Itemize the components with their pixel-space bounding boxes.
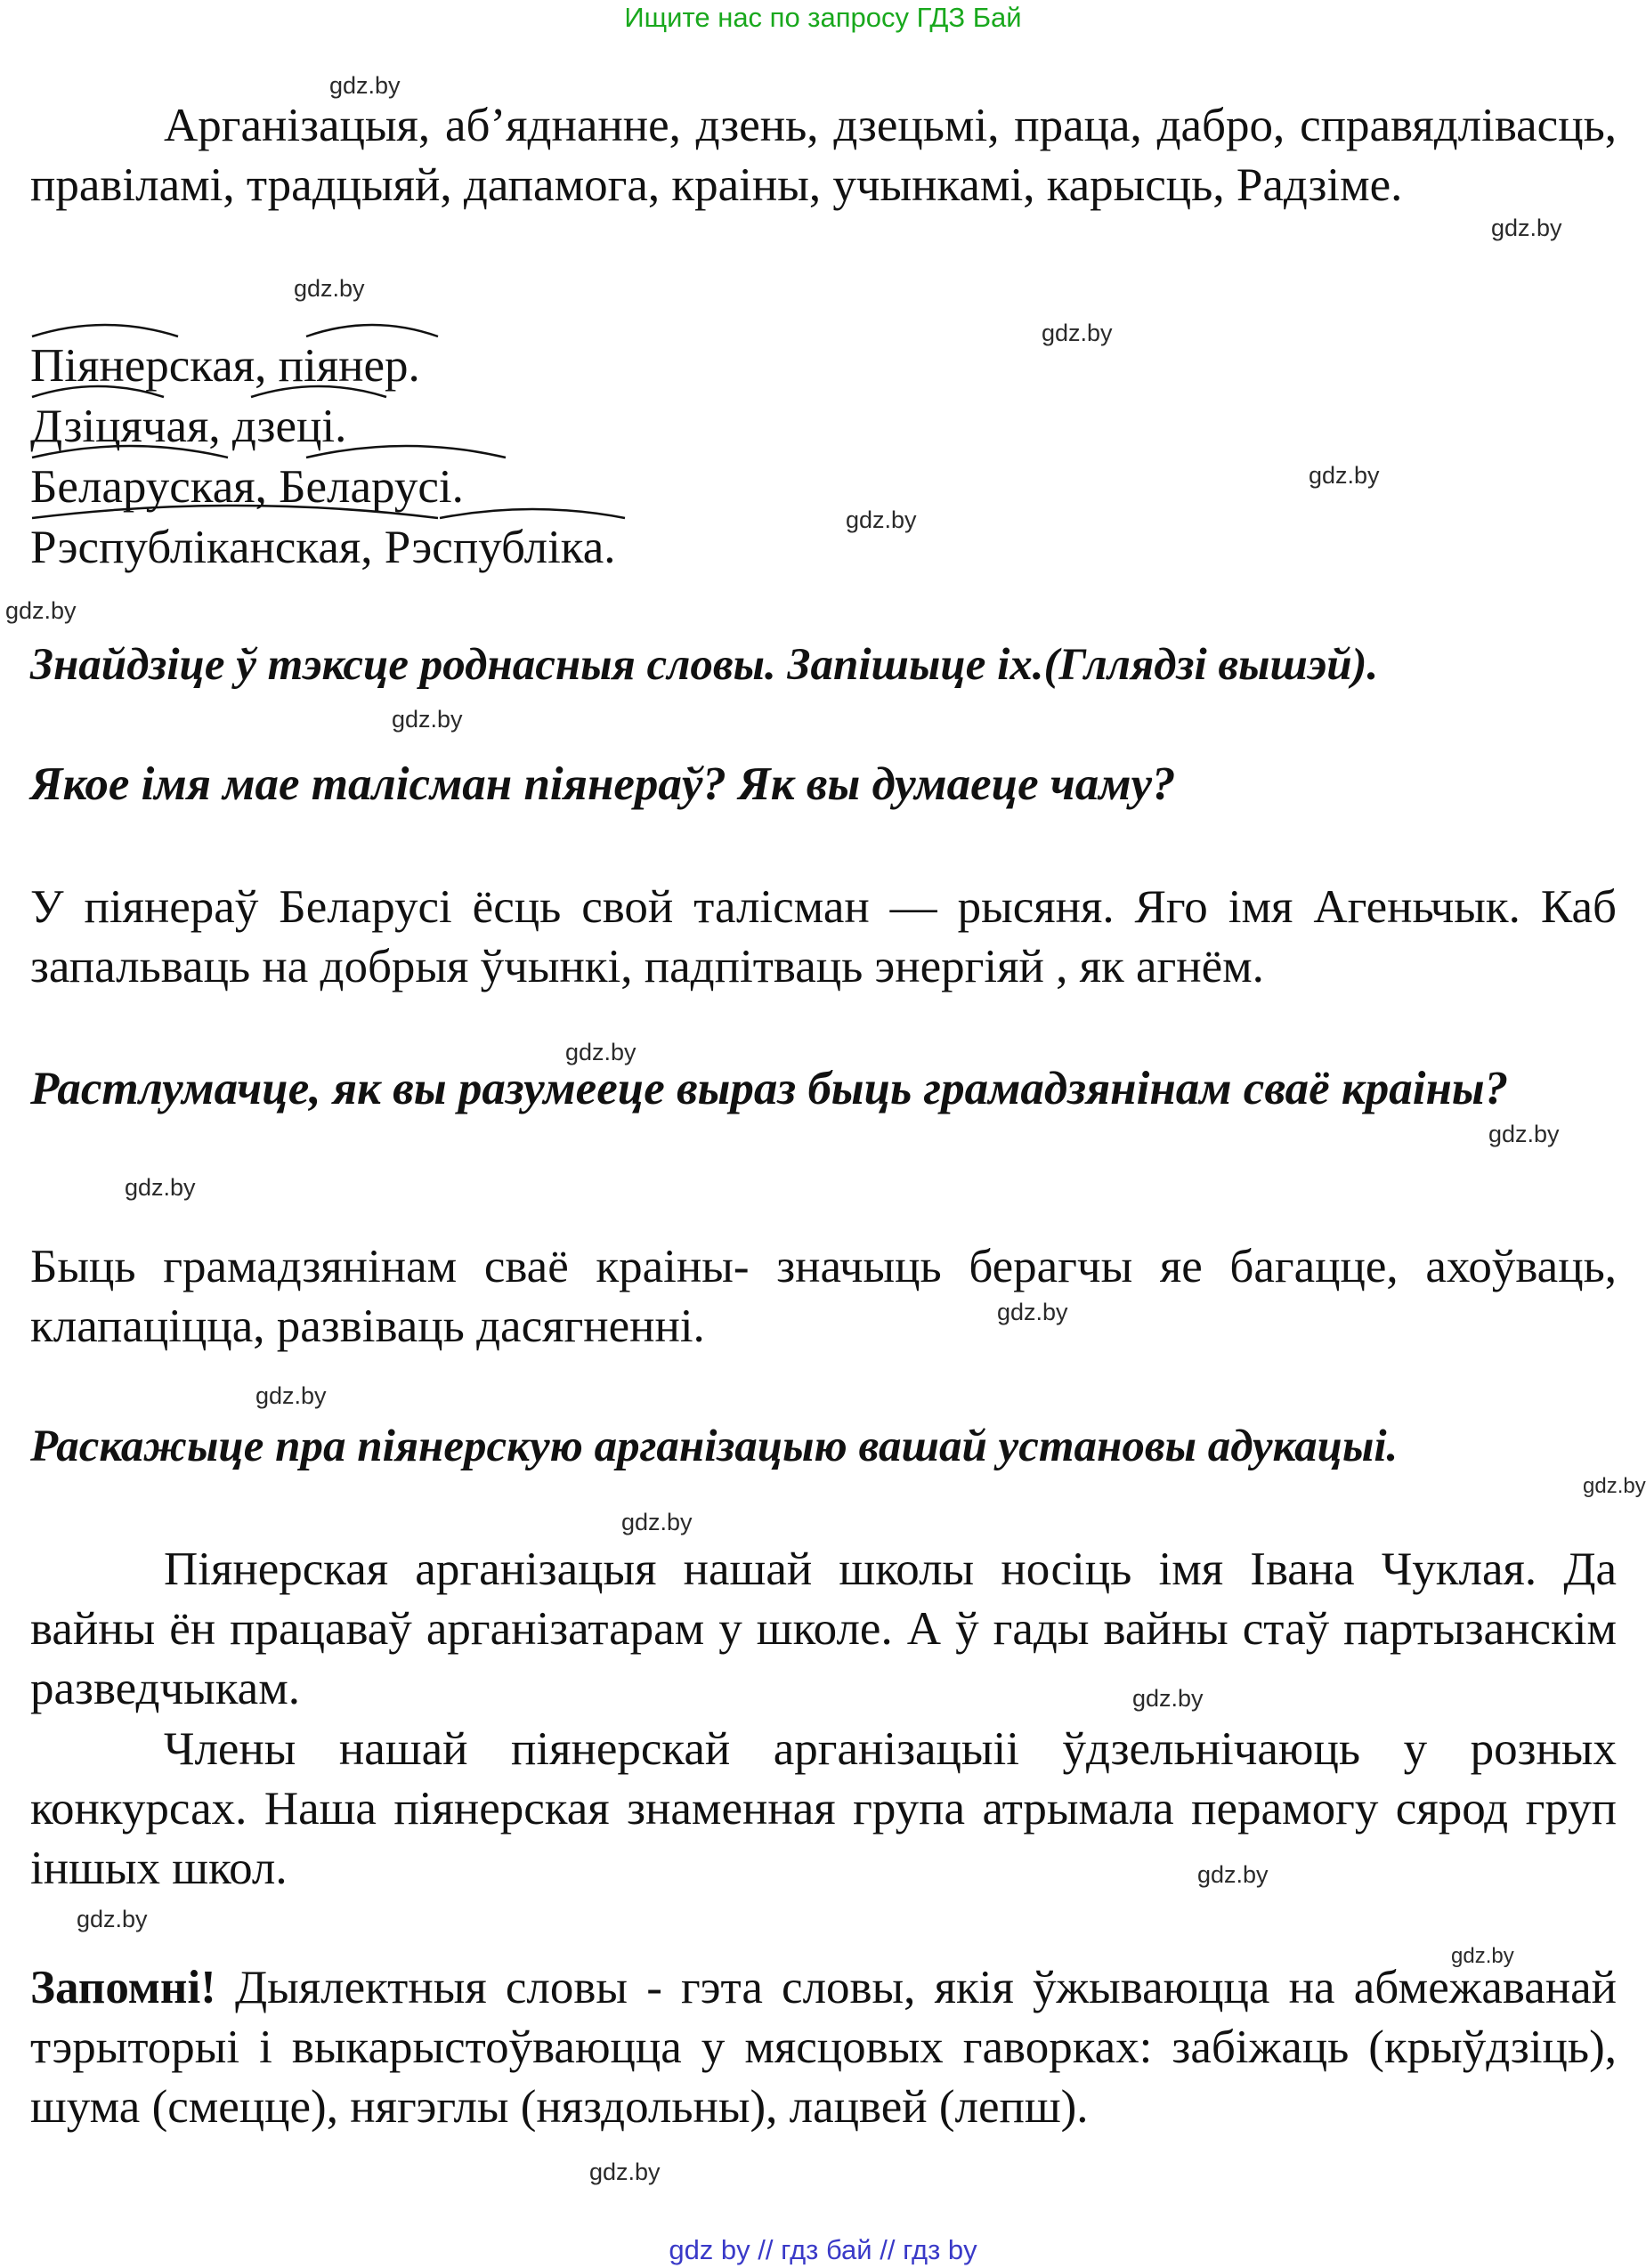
task-heading: Якое імя мае талісман піянераў? Як вы думаеце чаму?	[30, 758, 1176, 810]
answer-paragraph: У піянераў Беларусі ёсць свой талісман — рысяня. Яго імя Агеньчык. Каб запальваць на добрыя ўчынкі, падпітваць энергіяй , як агнём.	[30, 881, 1617, 992]
watermark: gdz.by	[997, 1299, 1068, 1325]
remember-paragraph	[30, 1958, 1617, 2137]
header-search-link[interactable]: Ищите нас по запросу ГДЗ Бай	[624, 2, 1022, 33]
task-heading: Растлумачце, як вы разумееце выраз быць грамадзянінам сваё краіны?	[30, 1063, 1509, 1114]
watermark: gdz.by	[5, 597, 77, 624]
watermark: gdz.by	[1042, 320, 1113, 346]
task-heading: Знайдзіце ў тэксце роднасныя словы. Запішыце іх.(Гллядзі вышэй).	[30, 640, 1379, 690]
answer-paragraph: Быць грамадзянінам сваё краіны- значыць берагчы яе багацце, ахоўваць, клапаціцца, развіваць дасягненні.	[30, 1241, 1617, 1352]
task-heading: Раскажыце пра піянерскую арганізацыю вашай установы адукацыі.	[30, 1422, 1399, 1471]
words-paragraph: Арганізацыя, аб’яднанне, дзень, дзецьмі, праца, дабро, справядлівасць, правіламі, традцыяй, дапамога, краіны, учынкамі, карысць, Радзіме.	[30, 100, 1617, 211]
footer-link[interactable]: gdz by	[669, 2234, 750, 2265]
footer-link[interactable]: гдз бай	[781, 2234, 872, 2265]
answer-paragraph: Піянерская арганізацыя нашай школы носіць імя Івана Чуклая. Да вайны ён працаваў арганізатарам у школе. А ў гады вайны стаў партызанскім разведчыкам.	[30, 1543, 1617, 1714]
root-arc	[440, 509, 625, 518]
watermark: gdz.by	[255, 1382, 327, 1409]
footer-link[interactable]: гдз by	[903, 2234, 977, 2265]
root-arc	[32, 325, 178, 336]
remember-label: Запомні!	[30, 1962, 216, 2013]
watermark: gdz.by	[1132, 1685, 1204, 1712]
cognate-pair: Беларуская, Беларусі.	[30, 461, 464, 513]
watermark: gdz.by	[1491, 215, 1562, 241]
watermark: gdz.by	[846, 506, 917, 533]
footer-links	[0, 2232, 1646, 2268]
watermark: gdz.by	[621, 1509, 693, 1535]
watermark: gdz.by	[392, 706, 463, 733]
remember-text: Дыялектныя словы - гэта словы, якія ўжываюцца на абмежаванай тэрыторыі і выкарыстоўваюцца у мясцовых гаворках: забіжаць (крыўдзіць), шума (смецце), нягэглы (няздольны), лацвей (лепш).	[30, 1962, 1617, 2133]
footer-separator: //	[880, 2234, 896, 2265]
footer-separator: //	[758, 2234, 774, 2265]
watermark: gdz.by	[294, 275, 365, 302]
cognate-pair: Дзіцячая, дзеці.	[30, 401, 347, 452]
watermark: gdz.by	[77, 1906, 148, 1932]
root-arc	[306, 325, 438, 336]
watermark: gdz.by	[589, 2159, 661, 2185]
cognate-pair: Піянерская, піянер.	[30, 340, 420, 392]
watermark: gdz.by	[1197, 1861, 1269, 1888]
watermark: gdz.by	[1583, 1474, 1646, 1498]
watermark: gdz.by	[1488, 1121, 1560, 1147]
watermark: gdz.by	[565, 1039, 637, 1065]
watermark: gdz.by	[125, 1174, 196, 1201]
watermark: gdz.by	[1451, 1944, 1514, 1968]
answer-paragraph: Члены нашай піянерскай арганізацыіі ўдзельнічаюць у розных конкурсах. Наша піянерская знаменная група атрымала перамогу сярод груп іншых школ.	[30, 1723, 1617, 1894]
cognate-pair: Рэспубліканская, Рэспубліка.	[30, 522, 616, 573]
watermark: gdz.by	[329, 72, 401, 99]
watermark: gdz.by	[1309, 462, 1380, 489]
